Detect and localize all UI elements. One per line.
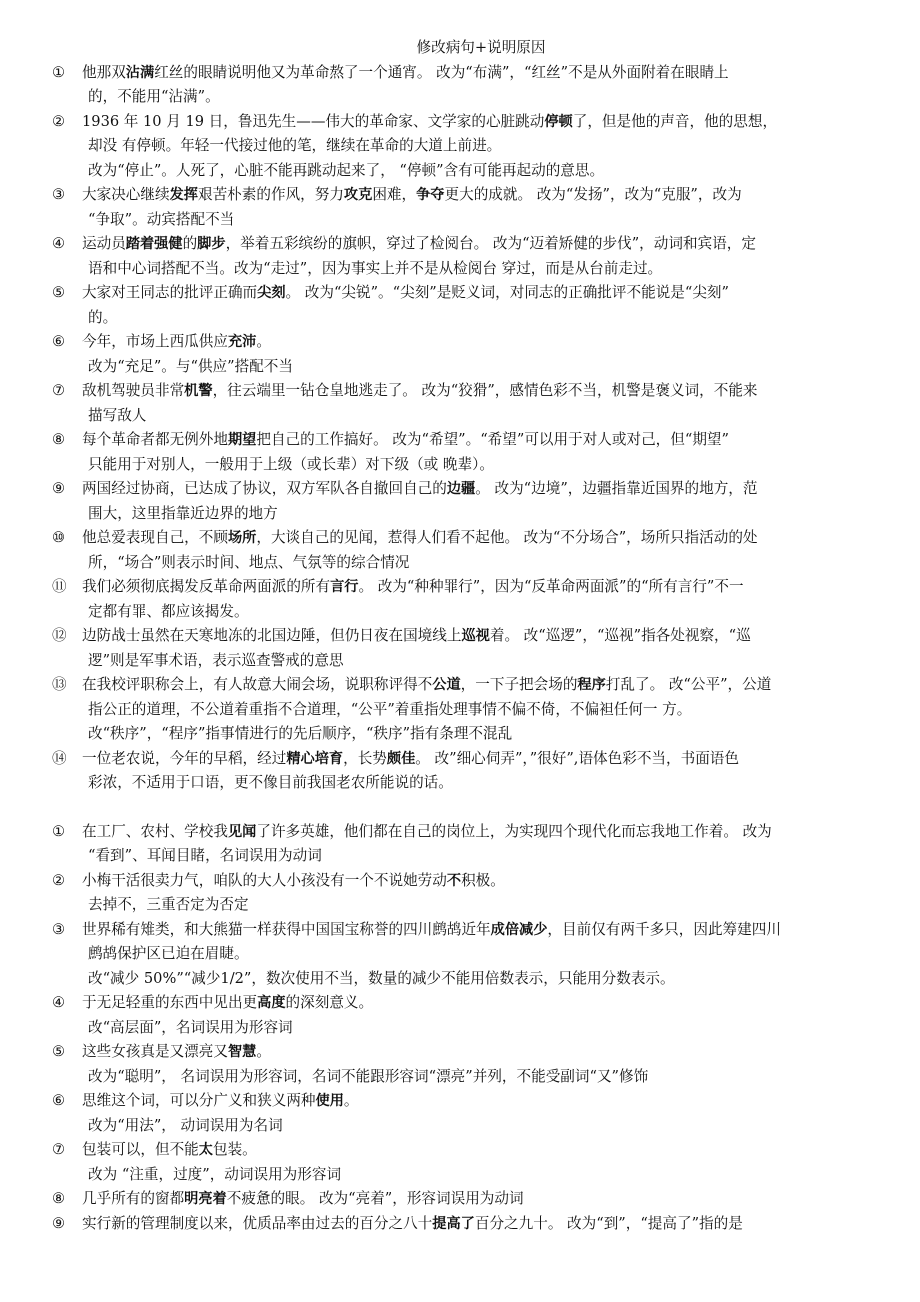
item-line bbox=[82, 281, 880, 306]
text-segment: ，举着五彩缤纷的旗帜，穿过了检阅台。 改为“迈着矫健的步伐”，动词和宾语，定 bbox=[225, 235, 756, 252]
highlighted-word: 沾满 bbox=[125, 64, 155, 81]
text-segment: 他那双 bbox=[82, 63, 126, 81]
text-segment: 的深刻意义。 bbox=[285, 994, 374, 1011]
item-line bbox=[82, 624, 880, 649]
highlighted-word: 太 bbox=[198, 1142, 213, 1158]
pos-error-item bbox=[52, 1212, 880, 1237]
item-line bbox=[82, 1187, 880, 1212]
highlighted-word: 攻克 bbox=[343, 187, 373, 203]
text-segment: 围大，这里指靠近边界的地方 bbox=[88, 504, 278, 522]
item-number: ⑪ bbox=[52, 578, 67, 595]
item-line bbox=[82, 306, 880, 331]
item-number: ① bbox=[52, 63, 66, 81]
text-segment: 了许多英雄，他们都在自己的岗位上，为实现四个现代化而忘我地工作着。 改为 bbox=[256, 822, 772, 840]
text-segment: 。 改为“尖锐”。“尖刻”是贬义词，对同志的正确批评不能说是“尖刻” bbox=[285, 284, 729, 301]
text-segment: 去掉不，三重否定为否定 bbox=[88, 896, 249, 913]
item-line bbox=[82, 649, 880, 674]
item-line bbox=[82, 844, 880, 869]
text-segment: 鹧鸪保护区已迫在眉睫。 bbox=[88, 945, 249, 962]
text-segment: 改“秩序”，“程序”指事情进行的先后顺序，“秩序”指有条理不混乱 bbox=[88, 725, 513, 742]
item-line bbox=[82, 355, 880, 380]
text-segment: 把自己的工作搞好。 改为“希望”。“希望”可以用于对人或对己，但“期望” bbox=[256, 431, 729, 448]
item-line bbox=[82, 673, 880, 698]
highlighted-word: 期望 bbox=[227, 432, 257, 448]
item-line bbox=[82, 257, 880, 282]
item-number: ⑧ bbox=[52, 1190, 66, 1207]
item-number: ③ bbox=[52, 186, 66, 203]
text-segment: 彩浓，不适用于口语，更不像目前我国老农所能说的话。 bbox=[88, 774, 453, 791]
pos-error-item bbox=[52, 1040, 880, 1089]
highlighted-word: 脚步 bbox=[197, 236, 226, 252]
text-segment: 包装可以，但不能 bbox=[82, 1141, 199, 1158]
item-line bbox=[82, 208, 880, 233]
item-number: ⑭ bbox=[52, 749, 67, 767]
item-line bbox=[82, 85, 880, 110]
item-line bbox=[82, 183, 880, 208]
text-segment: 更大的成就。 改为“发扬”，改为“克服”，改为 bbox=[444, 186, 742, 203]
text-segment: 改为“聪明”， 名词误用为形容词，名词不能跟形容词“漂亮”并列，不能受副词“又”修饰 bbox=[88, 1067, 649, 1085]
text-segment: 改“减少 50%”“减少1/2”，数次使用不当，数量的减少不能用倍数表示，只能用分数表示。 bbox=[88, 969, 675, 987]
item-number: ③ bbox=[52, 920, 66, 938]
item-line bbox=[82, 502, 880, 527]
text-segment: 1936 年 10 月 19 日，鲁迅先生——伟大的革命家、文学家的心脏跳动 bbox=[82, 112, 545, 130]
highlighted-word: 言行 bbox=[330, 579, 359, 595]
sentence-item bbox=[52, 477, 880, 526]
text-segment: 却没 有停顿。年轻一代接过他的笔，继续在革命的大道上前进。 bbox=[88, 137, 502, 154]
highlighted-word: 不 bbox=[446, 872, 462, 889]
text-segment: “争取”。动宾搭配不当 bbox=[88, 210, 235, 228]
sentence-item bbox=[52, 526, 880, 575]
text-segment: 包装。 bbox=[212, 1141, 257, 1158]
highlighted-word: 精心培育 bbox=[286, 750, 344, 767]
item-line bbox=[82, 330, 880, 355]
text-segment: ，一下子把会场的 bbox=[460, 676, 578, 693]
highlighted-word: 场所 bbox=[227, 530, 257, 546]
sentence-item bbox=[52, 183, 880, 232]
text-segment: 了，但是他的声音，他的思想， bbox=[572, 112, 778, 130]
text-segment: 。 bbox=[343, 1092, 359, 1109]
text-segment: 在我校评职称会上，有人故意大闹会场，说职称评得不 bbox=[82, 676, 433, 693]
highlighted-word: 提高了 bbox=[432, 1215, 475, 1232]
item-number: ⑦ bbox=[52, 382, 66, 399]
item-number: ⑦ bbox=[52, 1141, 66, 1158]
highlighted-word: 高度 bbox=[257, 995, 286, 1011]
item-line bbox=[82, 1089, 880, 1114]
text-segment: 的。 bbox=[88, 308, 118, 326]
text-segment: 困难， bbox=[372, 186, 417, 203]
highlighted-word: 使用 bbox=[315, 1093, 344, 1109]
text-segment: 描写敌人 bbox=[88, 406, 147, 424]
text-segment: 百分之九十。 改为“到”，“提高了”指的是 bbox=[474, 1214, 743, 1232]
pos-error-item bbox=[52, 1187, 880, 1212]
item-number: ⑧ bbox=[52, 431, 66, 448]
text-segment: 所，“场合”则表示时间、地点、气氛等的综合情况 bbox=[88, 553, 410, 571]
sentence-item bbox=[52, 61, 880, 110]
pos-error-item bbox=[52, 869, 880, 918]
highlighted-word: 巡视 bbox=[461, 628, 490, 644]
highlighted-word: 颇佳 bbox=[386, 750, 416, 767]
item-line bbox=[82, 991, 880, 1016]
item-line bbox=[82, 820, 880, 845]
section-gap bbox=[52, 796, 880, 820]
item-number: ⑥ bbox=[52, 1092, 66, 1109]
item-number: ② bbox=[52, 871, 66, 889]
item-line bbox=[82, 1065, 880, 1090]
text-segment: 不疲惫的眼。 改为“亮着”，形容词误用为动词 bbox=[226, 1190, 524, 1207]
pos-error-item bbox=[52, 991, 880, 1040]
text-segment: 积极。 bbox=[461, 871, 505, 889]
text-segment: 。 改为“种种罪行”，因为“反革命两面派”的“所有言行”不一 bbox=[358, 578, 744, 595]
highlighted-word: 停顿 bbox=[544, 113, 573, 130]
item-line bbox=[82, 379, 880, 404]
text-segment: 几乎所有的窗都 bbox=[82, 1190, 185, 1207]
sentence-item bbox=[52, 673, 880, 747]
text-segment: 敌机驾驶员非常 bbox=[82, 382, 185, 399]
text-segment: ，目前仅有两千多只，因此筹建四川 bbox=[547, 920, 781, 938]
sentence-item bbox=[52, 428, 880, 477]
highlighted-word: 明亮着 bbox=[184, 1191, 227, 1207]
item-number: ② bbox=[52, 112, 66, 130]
highlighted-word: 尖刻 bbox=[257, 285, 286, 301]
item-line bbox=[82, 159, 880, 184]
highlighted-word: 机警 bbox=[184, 383, 213, 399]
sentence-item bbox=[52, 330, 880, 379]
item-number: ⑤ bbox=[52, 284, 66, 301]
text-segment: 改为 “注重，过度”，动词误用为形容词 bbox=[88, 1165, 342, 1183]
text-segment: 。 改为“边境”，边疆指靠近国界的地方，范 bbox=[475, 480, 758, 497]
text-segment: 艰苦朴素的作风，努力 bbox=[197, 186, 344, 203]
item-line bbox=[82, 477, 880, 502]
item-number: ⑥ bbox=[52, 333, 66, 350]
item-line bbox=[82, 575, 880, 600]
item-line bbox=[82, 526, 880, 551]
item-line bbox=[82, 869, 880, 894]
sentence-item bbox=[52, 379, 880, 428]
sentence-item bbox=[52, 110, 880, 184]
highlighted-word: 程序 bbox=[577, 677, 606, 693]
item-number: ① bbox=[52, 822, 66, 840]
item-number: ⑩ bbox=[52, 529, 66, 546]
text-segment: 世界稀有雉类，和大熊猫一样获得中国国宝称誉的四川鹧鸪近年 bbox=[82, 920, 491, 938]
highlighted-word: 智慧 bbox=[227, 1044, 257, 1060]
item-number: ⑨ bbox=[52, 480, 66, 497]
highlighted-word: 充沛 bbox=[227, 334, 257, 350]
text-segment: 思维这个词，可以分广义和狭义两种 bbox=[82, 1092, 316, 1109]
item-number: ⑬ bbox=[52, 676, 67, 693]
page-title: 修改病句+说明原因 bbox=[416, 39, 546, 56]
text-segment: 。 bbox=[256, 333, 271, 350]
highlighted-word: 发挥 bbox=[169, 187, 198, 203]
item-line bbox=[82, 61, 880, 86]
item-line bbox=[82, 771, 880, 796]
text-segment: 他总爱表现自己，不顾 bbox=[82, 529, 228, 546]
text-segment: 实行新的管理制度以来，优质品率由过去的百分之八十 bbox=[82, 1214, 433, 1232]
item-line bbox=[82, 110, 880, 135]
pos-error-item bbox=[52, 918, 880, 992]
item-line bbox=[82, 134, 880, 159]
item-line bbox=[82, 918, 880, 943]
section-sentence-corrections bbox=[52, 61, 880, 796]
pos-error-item bbox=[52, 1138, 880, 1187]
pos-error-item bbox=[52, 1089, 880, 1138]
text-segment: 在工厂、农村、学校我 bbox=[82, 822, 228, 840]
section-part-of-speech-errors bbox=[52, 820, 880, 1237]
text-segment: 定都有罪、都应该揭发。 bbox=[88, 602, 249, 620]
text-segment: ，往云端里一钻仓皇地逃走了。 改为“狡猾”，感情色彩不当，机警是褒义词，不能来 bbox=[212, 382, 758, 399]
item-number: ⑫ bbox=[52, 627, 67, 644]
text-segment: 这些女孩真是又漂亮又 bbox=[82, 1043, 228, 1060]
text-segment: 指公正的道理，不公道着重指不合道理，“公平”着重指处理事情不偏不倚，不偏袒任何一 方。 bbox=[88, 700, 692, 718]
item-line bbox=[82, 1114, 880, 1139]
item-number: ④ bbox=[52, 994, 66, 1011]
item-number: ⑤ bbox=[52, 1043, 66, 1060]
text-segment: 我们必须彻底揭发反革命两面派的所有 bbox=[82, 578, 331, 595]
text-segment: 大家对王同志的批评正确而 bbox=[82, 284, 258, 301]
text-segment: 。 改”细心伺弄”，”很好”,语体色彩不当，书面语色 bbox=[415, 749, 739, 767]
highlighted-word: 踏着强健 bbox=[125, 236, 183, 252]
item-line bbox=[82, 1163, 880, 1188]
pos-error-item bbox=[52, 820, 880, 869]
text-segment: 一位老农说，今年的早稻，经过 bbox=[82, 749, 287, 767]
highlighted-word: 边疆 bbox=[446, 481, 476, 497]
text-segment: 改为“停止”。人死了，心脏不能再跳动起来了， “停顿”含有可能再起动的意思。 bbox=[88, 161, 605, 179]
text-segment: 改“高层面”，名词误用为形容词 bbox=[88, 1018, 293, 1036]
text-segment: 。 bbox=[256, 1043, 271, 1060]
item-line bbox=[82, 232, 880, 257]
text-segment: “看到”、耳闻目睹，名词误用为动词 bbox=[88, 847, 322, 864]
sentence-item bbox=[52, 575, 880, 624]
text-segment: 今年，市场上西瓜供应 bbox=[82, 333, 228, 350]
text-segment: 改为“用法”， 动词误用为名词 bbox=[88, 1116, 283, 1134]
highlighted-word: 成倍减少 bbox=[490, 921, 548, 938]
item-line bbox=[82, 600, 880, 625]
item-line bbox=[82, 1138, 880, 1163]
item-line bbox=[82, 747, 880, 772]
sentence-item bbox=[52, 281, 880, 330]
text-segment: 红丝的眼睛说明他又为革命熬了一个通宵。 改为“布满”，“红丝”不是从外面附着在眼睛上 bbox=[154, 63, 729, 81]
item-line bbox=[82, 404, 880, 429]
highlighted-word: 公道 bbox=[432, 677, 461, 693]
text-segment: 于无足轻重的东西中见出更 bbox=[82, 994, 258, 1011]
item-line bbox=[82, 722, 880, 747]
text-segment: 的 bbox=[182, 235, 198, 252]
text-segment: 小梅干活很卖力气，咱队的大人小孩没有一个不说她劳动 bbox=[82, 871, 447, 889]
text-segment: 运动员 bbox=[82, 235, 126, 252]
item-line bbox=[82, 1212, 880, 1237]
item-line bbox=[82, 698, 880, 723]
text-segment: 只能用于对别人，一般用于上级（或长辈）对下级（或 晚辈）。 bbox=[88, 455, 494, 473]
text-segment: 逻”则是军事术语，表示巡查警戒的意思 bbox=[88, 651, 344, 669]
item-line bbox=[82, 1016, 880, 1041]
text-segment: 两国经过协商，已达成了协议，双方军队各自撤回自己的 bbox=[82, 480, 447, 497]
text-segment: 边防战士虽然在天寒地冻的北国边陲，但仍日夜在国境线上 bbox=[82, 627, 462, 644]
text-segment: 打乱了。 改“公平”，公道 bbox=[605, 676, 772, 693]
highlighted-word: 见闻 bbox=[227, 823, 257, 840]
text-segment: 改为“充足”。与“供应”搭配不当 bbox=[88, 357, 293, 375]
text-segment: 着。 改“巡逻”，“巡视”指各处视察，“巡 bbox=[489, 627, 751, 644]
text-segment: 语和中心词搭配不当。改为“走过”，因为事实上并不是从检阅台 穿过，而是从台前走过。 bbox=[88, 259, 663, 277]
sentence-item bbox=[52, 624, 880, 673]
text-segment: 每个革命者都无例外地 bbox=[82, 431, 228, 448]
text-segment: ，大谈自己的见闻，惹得人们看不起他。 改为“不分场合”，场所只指活动的处 bbox=[256, 529, 758, 546]
item-line bbox=[82, 551, 880, 576]
item-line bbox=[82, 967, 880, 992]
sentence-item bbox=[52, 747, 880, 796]
item-number: ④ bbox=[52, 235, 66, 252]
item-line bbox=[82, 428, 880, 453]
item-number: ⑨ bbox=[52, 1214, 66, 1232]
text-segment: 大家决心继续 bbox=[82, 186, 170, 203]
item-line bbox=[82, 1040, 880, 1065]
item-line bbox=[82, 942, 880, 967]
highlighted-word: 争夺 bbox=[416, 187, 445, 203]
text-segment: 的，不能用“沾满”。 bbox=[88, 88, 220, 105]
text-segment: ，长势 bbox=[343, 749, 387, 767]
item-line bbox=[82, 893, 880, 918]
item-line bbox=[82, 453, 880, 478]
sentence-item bbox=[52, 232, 880, 281]
